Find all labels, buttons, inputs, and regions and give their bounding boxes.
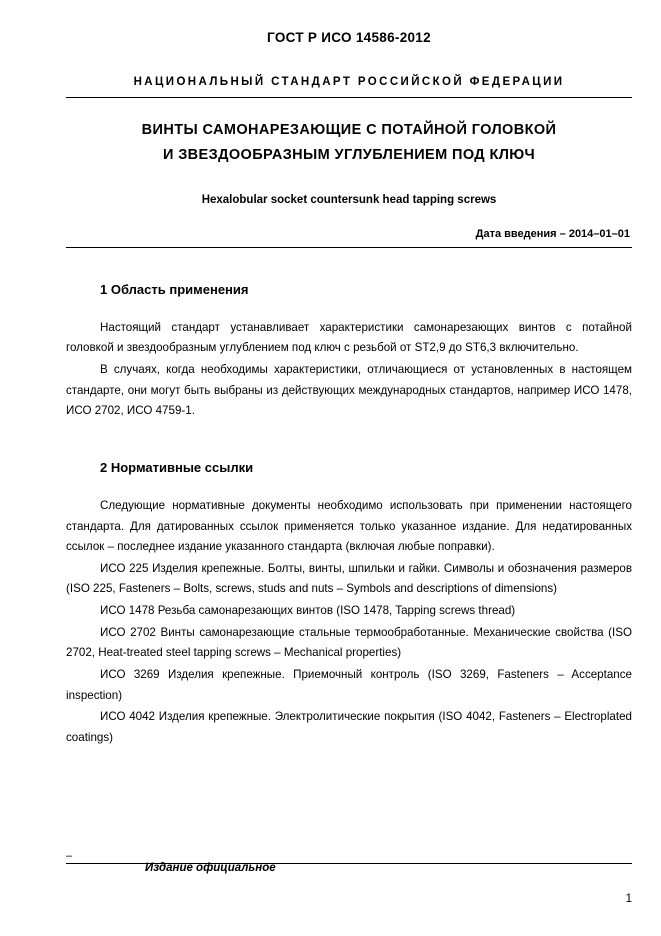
section-2-paragraph-5: ИСО 3269 Изделия крепежные. Приемочный контроль (ISO 3269, Fasteners – Acceptance inspection) [66,667,632,702]
document-code: ГОСТ Р ИСО 14586-2012 [267,30,431,45]
footer-dash-mark: – [66,850,73,862]
national-standard-heading: НАЦИОНАЛЬНЫЙ СТАНДАРТ РОССИЙСКОЙ ФЕДЕРАЦИИ [133,76,565,88]
section-heading-2: 2 Нормативные ссылки [100,459,254,475]
section-2-paragraph-1: Следующие нормативные документы необходимо использовать при применении настоящего стандарта. Для датированных ссылок применяется только указанное издание. Для недатированных ссылок – последнее издание указанного стандарта (включая любые поправки). [66,498,632,554]
title-line-2: И ЗВЕЗДООБРАЗНЫМ УГЛУБЛЕНИЕМ ПОД КЛЮЧ [162,147,536,164]
section-2-paragraph-6: ИСО 4042 Изделия крепежные. Электролитические покрытия (ISO 4042, Fasteners – Electroplated coatings) [66,710,632,744]
document-title [66,118,632,169]
header-divider-rule [66,97,632,98]
section-1-paragraph-1: Настоящий стандарт устанавливает характеристики самонарезающих винтов с потайной головкой и звездообразным углублением под ключ с резьбой от ST2,9 до ST6,3 включительно. [66,320,632,355]
document-subtitle-english: Hexalobular socket countersunk head tapping screws [201,193,497,206]
section-2-paragraph-4: ИСО 2702 Винты самонарезающие стальные термообработанные. Механические свойства (ISO 2702, Heat-treated steel tapping screws – Mechanical properties) [66,625,632,660]
date-divider-rule [66,247,632,248]
page-number: 1 [625,893,632,905]
section-heading-1: 1 Область применения [100,281,249,297]
title-line-1: ВИНТЫ САМОНАРЕЗАЮЩИЕ С ПОТАЙНОЙ ГОЛОВКОЙ [141,122,557,138]
effective-date: Дата введения – 2014–01–01 [475,227,630,240]
section-2-paragraph-3: ИСО 1478 Резьба самонарезающих винтов (ISO 1478, Tapping screws thread) [100,604,516,617]
section-1-paragraph-2: В случаях, когда необходимы характеристики, отличающиеся от установленных в настоящем стандарте, они могут быть выбраны из действующих международных стандартов, например ИСО 1478, ИСО 2702, ИСО 4759-1. [66,363,632,418]
official-edition-label: Издание официальное [145,862,276,874]
section-2-paragraph-2: ИСО 225 Изделия крепежные. Болты, винты, шпильки и гайки. Символы и обозначения размеров (ISO 225, Fasteners – Bolts, screws, studs and nuts – Symbols and descriptions of dimensions) [66,561,632,596]
page-content [66,0,632,748]
